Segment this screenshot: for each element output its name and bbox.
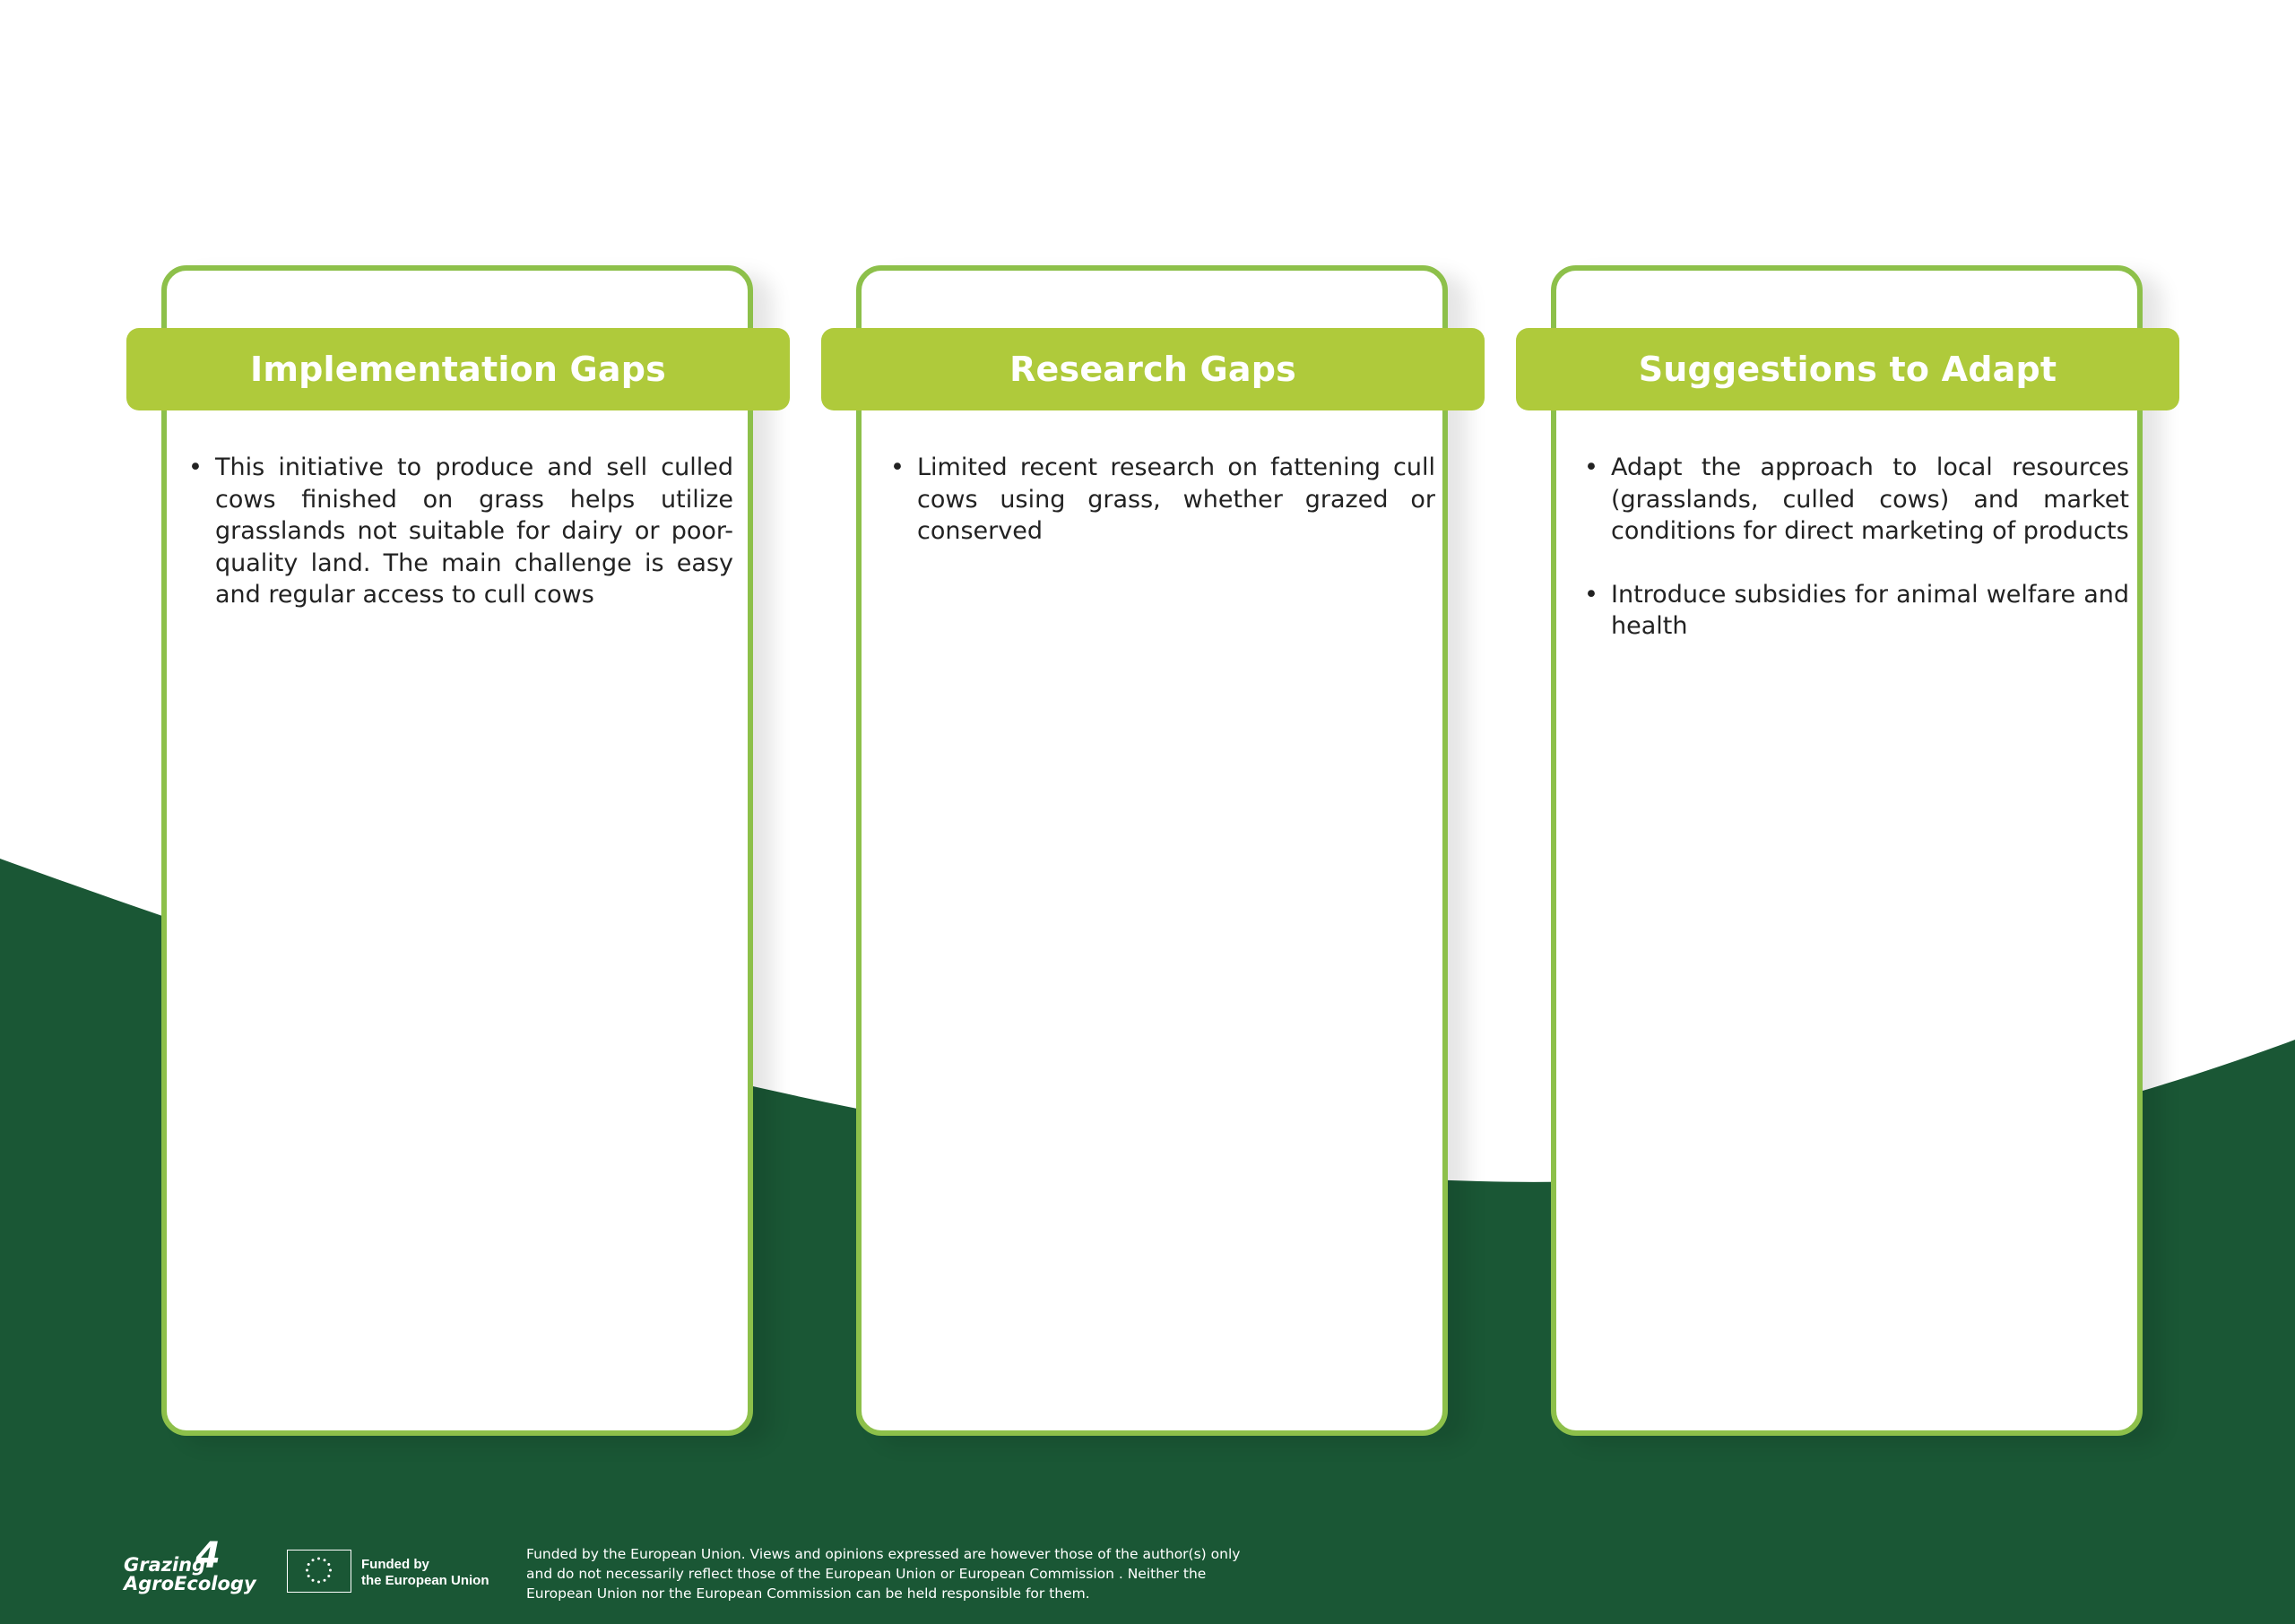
suggestions-list xyxy=(1577,452,2129,674)
footer xyxy=(0,1524,2295,1624)
bullet-icon: • xyxy=(188,454,203,481)
bullet-icon: • xyxy=(1584,454,1598,481)
suggestions-title: Suggestions to Adapt xyxy=(1516,328,2179,410)
eu-funding-label: Funded by the European Union xyxy=(361,1557,489,1588)
list-item xyxy=(1584,452,2129,548)
logo-number: 4 xyxy=(195,1535,221,1576)
research-gaps-card xyxy=(856,265,1448,1436)
list-item-text: This initiative to produce and sell culled cows finished on grass helps utilize grasslands not suitable for dairy or poor-quality land. The main challenge is easy and regular access to cull cows xyxy=(215,454,733,609)
research-gaps-title: Research Gaps xyxy=(821,328,1485,410)
list-item-text: Limited recent research on fattening cull cows using grass, whether grazed or conserved xyxy=(917,454,1435,545)
research-gaps-list xyxy=(883,452,1435,579)
implementation-gaps-list xyxy=(181,452,733,643)
list-item xyxy=(1584,579,2129,643)
disclaimer-text: Funded by the European Union. Views and opinions expressed are however those of the author(s) only and do not necessarily reflect those of the European Union or European Commission . Neither the European Union nor the European Commission can be held responsible for them. xyxy=(526,1546,1241,1602)
logo-line-2: AgroEcology xyxy=(124,1573,256,1594)
list-item xyxy=(188,452,733,611)
bullet-icon: • xyxy=(890,454,905,481)
list-item-text: Introduce subsidies for animal welfare and health xyxy=(1611,580,2129,640)
implementation-gaps-title: Implementation Gaps xyxy=(126,328,790,410)
list-item-text: Adapt the approach to local resources (grasslands, culled cows) and market conditions for direct marketing of products xyxy=(1611,454,2129,545)
list-item xyxy=(890,452,1435,548)
suggestions-card xyxy=(1551,265,2143,1436)
logo-line-1: Grazing xyxy=(124,1554,206,1576)
eu-flag-icon xyxy=(287,1550,351,1593)
bullet-icon: • xyxy=(1584,580,1598,609)
implementation-gaps-card xyxy=(161,265,753,1436)
grazing4agroecology-logo xyxy=(124,1535,256,1594)
